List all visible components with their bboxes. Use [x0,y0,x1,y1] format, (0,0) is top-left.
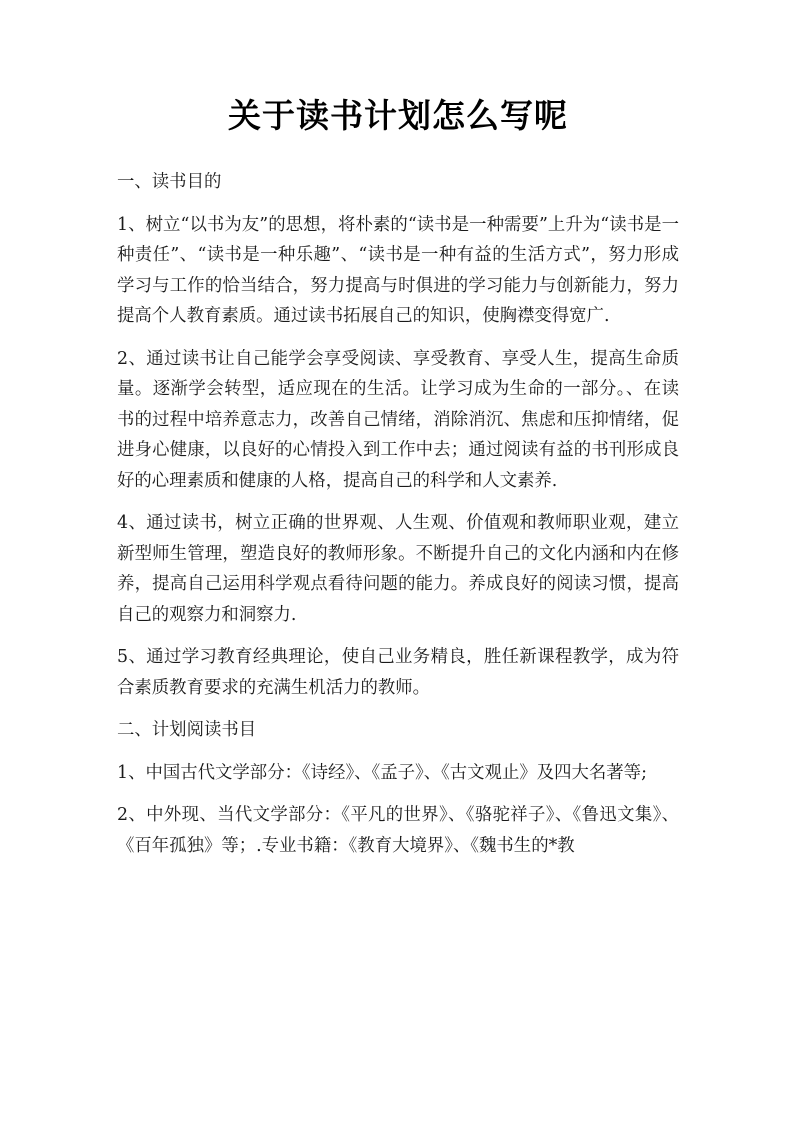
paragraph-booklist-1: 1、中国古代文学部分：《诗经》、《孟子》、《古文观止》及四大名著等; [117,762,647,783]
section-heading-booklist: 二、计划阅读书目 [117,720,257,740]
paragraph-purpose-2: 2、通过读书让自己能学会享受阅读、享受教育、享受人生，提高生命质量。逐渐学会转型，适应现在的生活。让学习成为生命的一部分。、在读书的过程中培养意志力，改善自己情绪，消除消沉、焦虑和压抑情绪，促进身心健康，以良好的心情投入到工作中去；通过阅读有益的书刊形成良好的心理素质和健康的人格，提高自己的科学和人文素养. [117,348,679,491]
document-body [117,167,679,873]
document-title: 关于读书计划怎么写呢 [228,96,568,135]
paragraph-purpose-5: 5、通过学习教育经典理论，使自己业务精良，胜任新课程教学，成为符合素质教育要求的充满生机活力的教师。 [117,647,679,698]
paragraph-booklist-2: 2、中外现、当代文学部分：《平凡的世界》、《骆驼祥子》、《鲁迅文集》、《百年孤独》等；.专业书籍：《教育大境界》、《魏书生的*教 [117,805,679,856]
paragraph-purpose-4: 4、通过读书，树立正确的世界观、人生观、价值观和教师职业观，建立新型师生管理，塑造良好的教师形象。不断提升自己的文化内涵和内在修养，提高自己运用科学观点看待问题的能力。养成良好的阅读习惯，提高自己的观察力和洞察力. [117,513,679,625]
paragraph-purpose-1: 1、树立“以书为友”的思想，将朴素的“读书是一种需要”上升为“读书是一种责任”、“读书是一种乐趣”、“读书是一种有益的生活方式”，努力形成学习与工作的恰当结合，努力提高与时俱进的学习能力与创新能力，努力提高个人教育素质。通过读书拓展自己的知识，使胸襟变得宽广. [117,214,679,326]
section-heading-purpose: 一、读书目的 [117,172,222,192]
